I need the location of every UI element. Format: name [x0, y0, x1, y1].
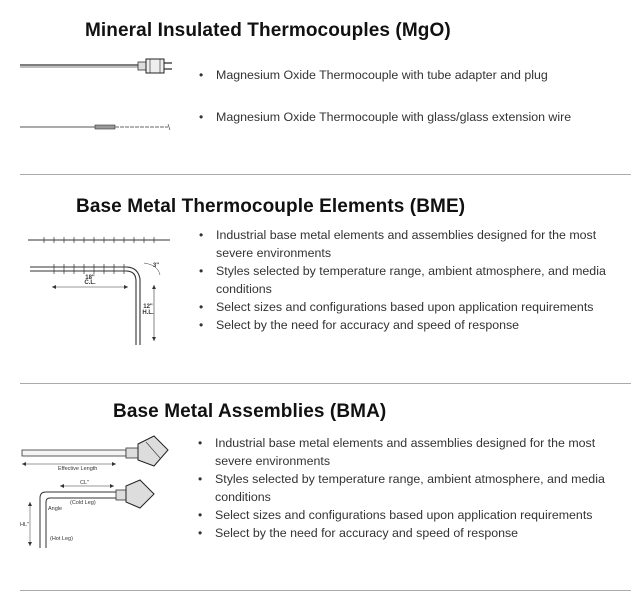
list-item: • Industrial base metal elements and assemblies designed for the most severe environments — [199, 226, 619, 262]
bma-angle-label: Angle — [48, 506, 63, 512]
bme-hl-length: 12" — [143, 304, 153, 310]
section-divider — [20, 590, 631, 591]
section-divider — [20, 174, 631, 175]
bma-bullet-list — [198, 434, 618, 542]
bme-element-diagram — [24, 233, 176, 348]
list-item: • Styles selected by temperature range, ambient atmosphere, and media conditions — [198, 470, 618, 506]
section-divider — [20, 383, 631, 384]
bme-cl-length: 18" — [85, 275, 95, 281]
section-title-bme: Base Metal Thermocouple Elements (BME) — [76, 196, 466, 217]
mgo-thermocouple-extension-image — [20, 122, 172, 134]
bma-hl-label: HL" — [20, 522, 29, 528]
bme-hl-label: H.L. — [142, 310, 154, 316]
list-item: • Styles selected by temperature range, ambient atmosphere, and media conditions — [199, 262, 619, 298]
bma-assembly-diagram — [18, 432, 178, 552]
section-title-mgo: Mineral Insulated Thermocouples (MgO) — [85, 20, 451, 41]
list-item: • Magnesium Oxide Thermocouple with glass/glass extension wire — [199, 108, 619, 126]
bma-cl-label: CL" — [80, 480, 89, 486]
list-item: • Select by the need for accuracy and speed of response — [199, 316, 619, 334]
mgo-bullet-list-2 — [199, 108, 619, 126]
mgo-bullet-list — [199, 66, 619, 84]
bme-cl-label: C.L. — [84, 280, 96, 286]
list-item: • Select sizes and configurations based upon application requirements — [199, 298, 619, 316]
section-title-bma: Base Metal Assemblies (BMA) — [113, 401, 387, 422]
bme-top-label: 3" — [152, 263, 160, 269]
bma-effective-length-label: Effective Length — [58, 466, 98, 472]
list-item: • Select by the need for accuracy and speed of response — [198, 524, 618, 542]
bme-bullet-list — [199, 226, 619, 334]
bma-hot-leg-label: (Hot Leg) — [50, 536, 73, 542]
list-item: • Magnesium Oxide Thermocouple with tube adapter and plug — [199, 66, 619, 84]
bma-cold-leg-label: (Cold Leg) — [70, 500, 96, 506]
list-item: • Industrial base metal elements and assemblies designed for the most severe environments — [198, 434, 618, 470]
list-item: • Select sizes and configurations based upon application requirements — [198, 506, 618, 524]
mgo-thermocouple-plug-image — [20, 56, 180, 76]
